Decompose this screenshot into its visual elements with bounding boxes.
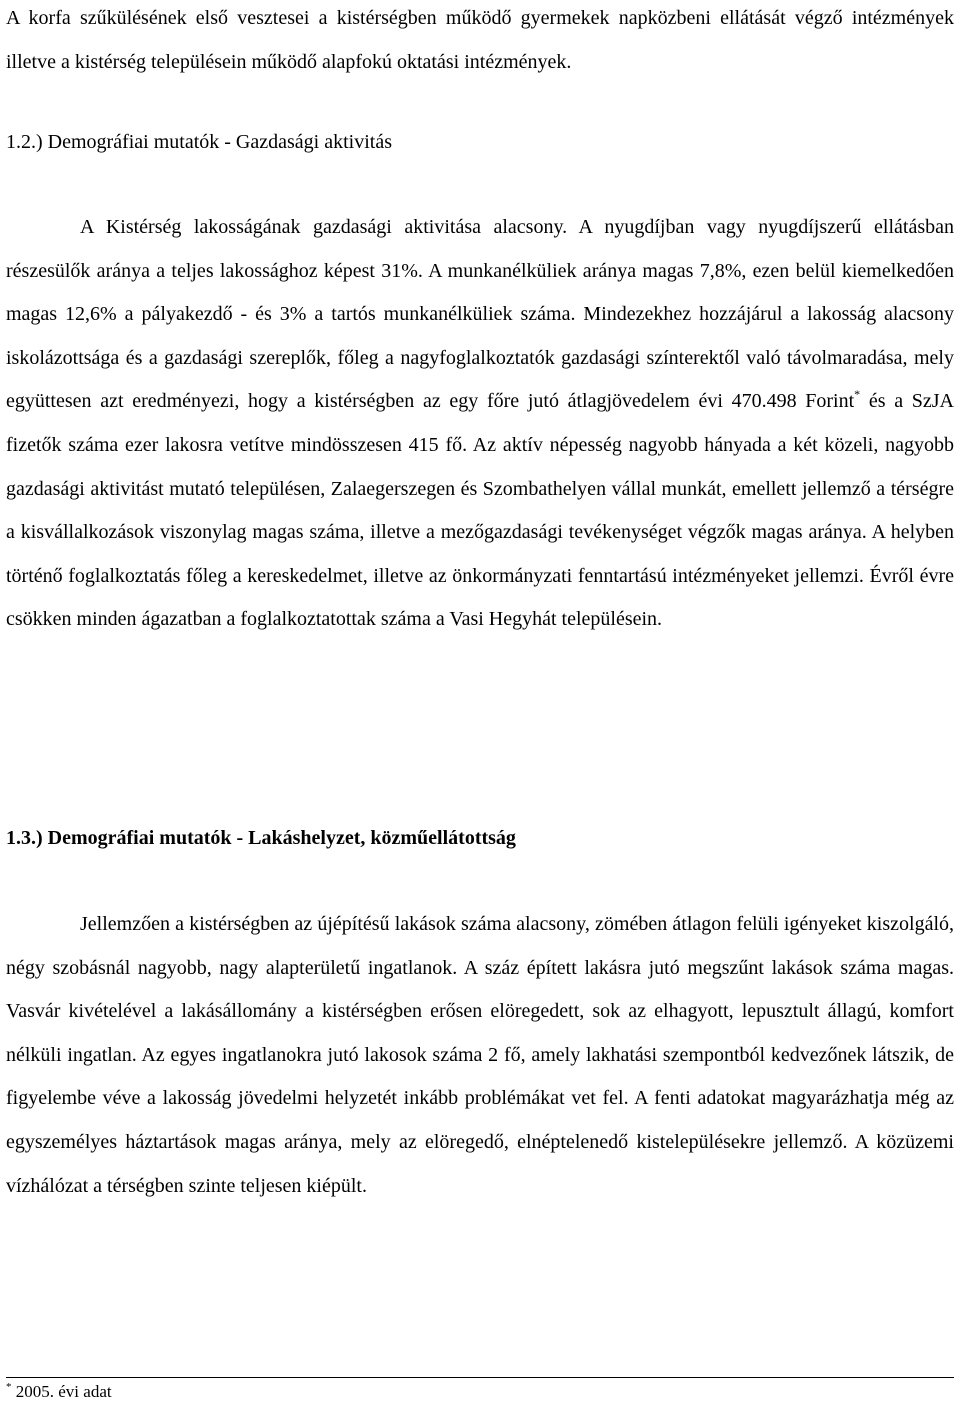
section-1-2-paragraph xyxy=(6,206,954,642)
section-1-3-paragraph: Jellemzően a kistérségben az újépítésű lakások száma alacsony, zömében átlagon felüli igényeket kiszolgáló, négy szobásnál nagyobb, nagy alapterületű ingatlanok. A száz épített lakásra jutó megszűnt lakások száma magas. Vasvár kivételével a lakásállomány a kistérségben erősen elöregedett, sok az elhagyott, lepusztult állagú, komfort nélküli ingatlan. Az egyes ingatlanokra jutó lakosok száma 2 fő, amely lakhatási szempontból kedvezőnek látszik, de figyelembe véve a lakosság jövedelmi helyzetét inkább problémákat vet fel. A fenti adatokat magyarázhatja még az egyszemélyes háztartások magas aránya, mely az elöregedő, elnéptelenedő kistelepülésekre jellemző. A közüzemi vízhálózat a térségben szinte teljesen kiépült. xyxy=(6,913,954,1197)
footnote xyxy=(6,1382,112,1402)
section-1-2-text-a: A Kistérség lakosságának gazdasági aktivitása alacsony. A nyugdíjban vagy nyugdíjszerű ellátásban részesülők aránya a teljes lakossághoz képest 31%. A munkanélküliek aránya magas 7,8%, ezen belül kiemelkedően magas 12,6% a pályakezdő - és 3% a tartós munkanélküliek száma. Mindezekhez hozzájárul a lakosság alacsony iskolázottsága és a gazdasági szereplők, főleg a nagyfoglalkoztatók gazdasági színterektől való távolmaradása, mely együttesen azt eredményezi, hogy a kistérségben az egy főre jutó átlagjövedelem évi 470.498 Forint xyxy=(6,216,954,413)
section-1-2-text-b: és a SzJA fizetők száma ezer lakosra vetítve mindösszesen 415 fő. Az aktív népesség nagyobb hányada a két közeli, nagyobb gazdasági aktivitást mutató településen, Zalaegerszegen és Szombathelyen vállal munkát, emellett jellemző a térségre a kisvállalkozások viszonylag magas száma, illetve a mezőgazdasági tevékenységet végzők magas aránya. A helyben történő foglalkoztatás főleg a kereskedelmet, illetve az önkormányzati fenntartású intézményeket jellemzi. Évről évre csökken minden ágazatban a foglalkoztatottak száma a Vasi Hegyhát településein. xyxy=(6,390,954,631)
footnote-marker: * xyxy=(6,1381,12,1393)
footnote-text: 2005. évi adat xyxy=(11,1382,112,1401)
section-heading-1-2: 1.2.) Demográfiai mutatók - Gazdasági aktivitás xyxy=(6,131,392,153)
section-heading-1-3: 1.3.) Demográfiai mutatók - Lakáshelyzet, közműellátottság xyxy=(6,827,516,849)
footnote-reference[interactable]: * xyxy=(854,387,861,402)
footnote-divider xyxy=(6,1377,954,1378)
intro-paragraph: A korfa szűkülésének első vesztesei a kistérségben működő gyermekek napközbeni ellátását végző intézmények illetve a kistérség településein működő alapfokú oktatási intézmények. xyxy=(6,7,954,73)
